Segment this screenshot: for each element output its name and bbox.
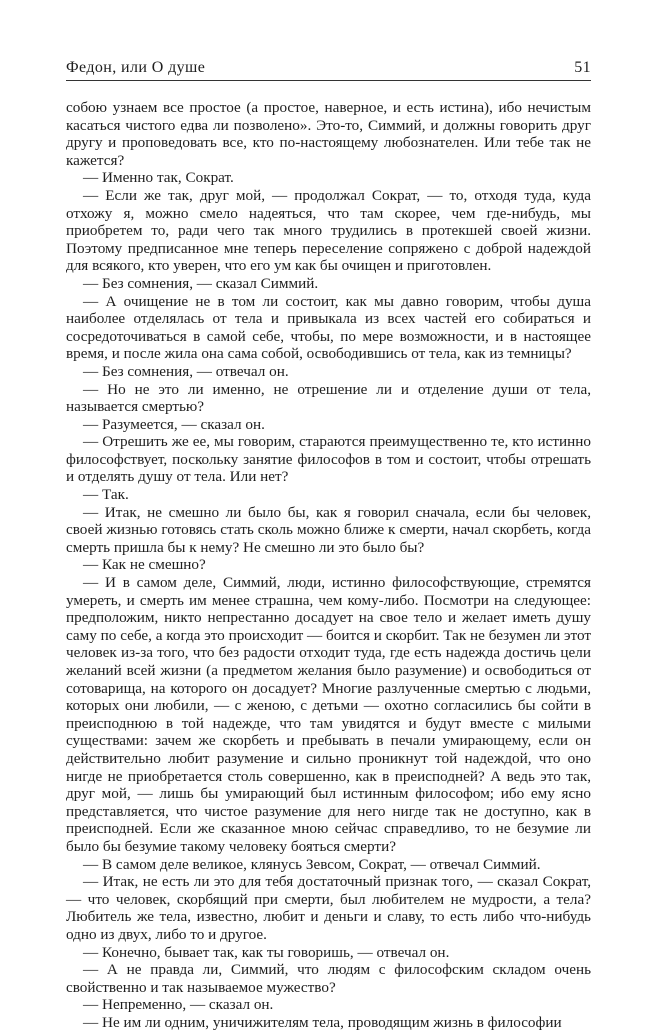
page-number: 51 [574,59,591,76]
paragraph: — Не им ли одним, уничижителям тела, проводящим жизнь в философии [83,1013,562,1031]
paragraph: — А очищение не в том ли состоит, как мы давно говорим, чтобы душа наиболее отделялась от тела и привыкала из всех частей его собираться и сосредоточиваться в самой себе, чтобы, по мере возможности, и в настоящее время, и после жила она сама собой, освободившись от тела, как из темницы? [66,292,591,363]
paragraph: — Но не это ли именно, не отрешение ли и отделение души от тела, называется смертью? [66,380,591,416]
paragraph: — Так. [83,486,129,504]
paragraph: — Как не смешно? [83,556,206,574]
paragraph: — Итак, не смешно ли было бы, как я говорил сначала, если бы человек, своей жизнью готовясь стать сколь можно ближе к смерти, начал скорбеть, когда смерть пришла бы к нему? Не смешно ли это было бы? [66,503,591,556]
running-header [66,56,591,81]
paragraph: — Без сомнения, — сказал Симмий. [83,274,319,292]
paragraph: собою узнаем все простое (а простое, наверное, и есть истина), ибо нечистым касаться чистого едва ли позволено». Это-то, Симмий, и должны говорить друг другу и проповедовать все, кто по-настоящему любознателен. Или тебе так не кажется? [66,99,591,169]
paragraph: — Конечно, бывает так, как ты говоришь, — отвечал он. [83,943,450,961]
paragraph: — Если же так, друг мой, — продолжал Сократ, — то, отходя туда, куда отхожу я, можно смело надеяться, что там скорее, чем где-нибудь, мы приобретем то, ради чего так много трудились в протекшей своей жизни. Поэтому предписанное мне теперь переселение сопряжено с доброй надеждой для всякого, кто уверен, что его ум как бы очищен и приготовлен. [66,186,591,275]
paragraph: — Непременно, — сказал он. [83,996,274,1014]
running-title: Федон, или О душе [66,59,206,76]
paragraph: — Именно так, Сократ. [83,169,234,187]
paragraph: — Отрешить же ее, мы говорим, стараются преимущественно те, кто истинно философствует, поскольку занятие философов в том и состоит, чтобы отрешать и отделять душу от тела. Или нет? [66,433,591,486]
paragraph: — А не правда ли, Симмий, что людям с философским складом очень свойственно и так называемое мужество? [66,961,591,996]
paragraph: — Итак, не есть ли это для тебя достаточный признак того, — сказал Сократ, — что человек, скорбящий при смерти, был любителем не мудрости, а тела? Любитель же тела, известно, любит и деньги и славу, то есть либо что-нибудь одно из двух, либо то и другое. [66,873,591,943]
paragraph: — И в самом деле, Симмий, люди, истинно философствующие, стремятся умереть, и смерть им менее страшна, чем кому-либо. Посмотри на следующее: предположим, никто непрестанно досадует на свое тело и желает иметь душу саму по себе, а когда это происходит — боится и скорбит. Так не безумен ли этот человек из-за того, что без радости отходит туда, где есть надежда достичь цели желаний всей жизни (а предметом желания было разумение) и освободиться от сотоварища, на которого он досадует? Многие разлученные смертью с людьми, которых они любили, — с женою, с детьми — охотно согласились бы сойти в преисподнюю в той надежде, что там увидятся и будут вместе с милыми существами: зачем же скорбеть и пребывать в печали умирающему, если он действительно любит разумение и сильно проникнут той надеждой, что оно нигде не приобретается столь совершенно, как в преисподней? А ведь это так, друг мой, — лишь бы умирающий был истинным философом; ибо ему ясно представляется, что чистое разумение для него нигде так не доступно, как в преисподней. Если же сказанное мною сейчас справедливо, то не безумие ли было бы безумие такому человеку бояться смерти? [66,574,591,855]
paragraph: — Разумеется, — сказал он. [83,415,265,433]
page-body [66,99,591,1031]
paragraph: — В самом деле великое, клянусь Зевсом, Сократ, — отвечал Симмий. [83,855,541,873]
paragraph: — Без сомнения, — отвечал он. [83,362,289,380]
